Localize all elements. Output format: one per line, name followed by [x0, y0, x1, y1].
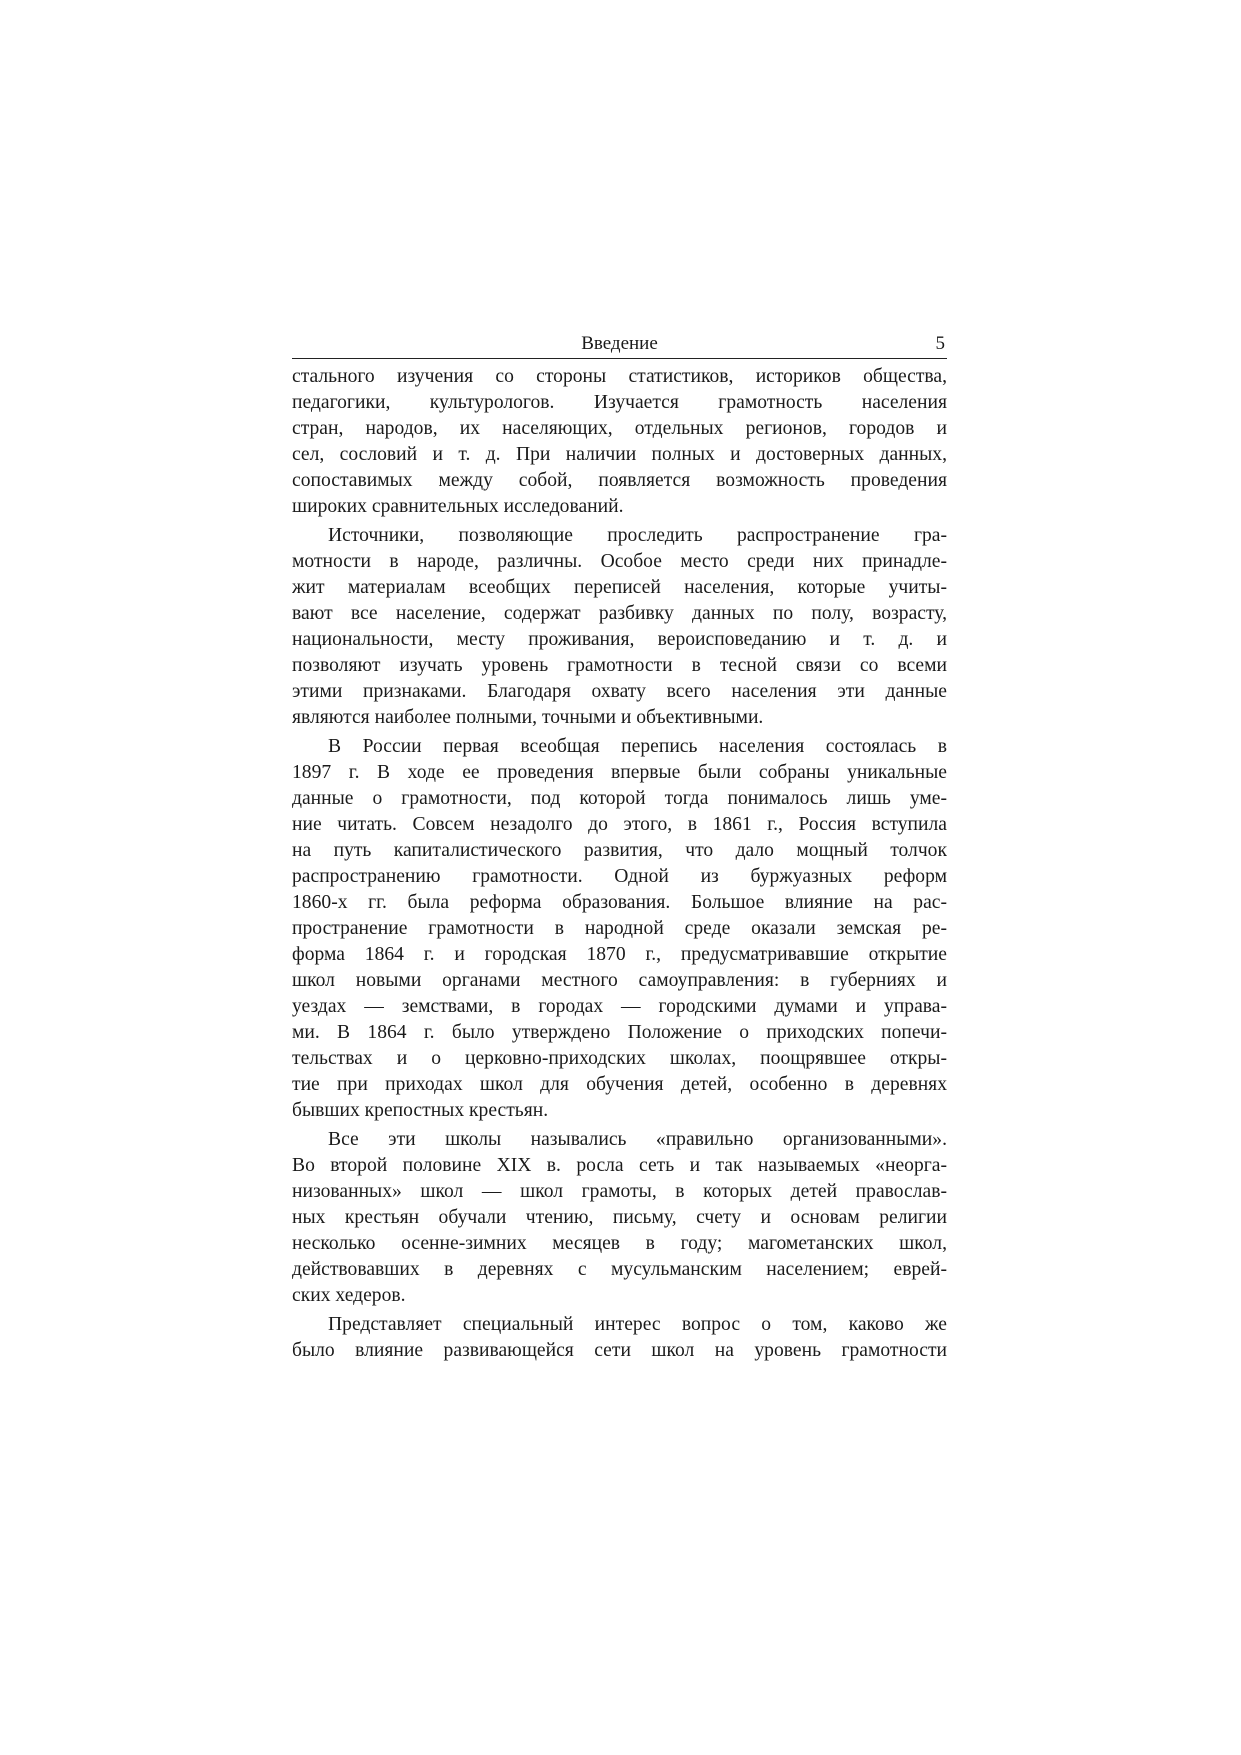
- paragraph: [292, 1312, 947, 1364]
- text-line: позволяют изучать уровень грамотности в тесной связи со всеми: [292, 655, 947, 676]
- text-line: Во второй половине XIX в. росла сеть и так называемых «неорга-: [292, 1155, 947, 1176]
- paragraph: [292, 734, 947, 1124]
- book-page: [292, 330, 947, 1367]
- text-line: было влияние развивающейся сети школ на уровень грамотности: [292, 1340, 947, 1361]
- paragraph: [292, 523, 947, 731]
- running-header: [292, 330, 947, 359]
- text-line: жит материалам всеобщих переписей населения, которые учиты-: [292, 577, 947, 598]
- text-line: национальности, месту проживания, вероисповеданию и т. д. и: [292, 629, 947, 650]
- paragraph: [292, 1127, 947, 1309]
- text-line: Все эти школы назывались «правильно организованными».: [328, 1129, 947, 1150]
- text-line: В России первая всеобщая перепись населения состоялась в: [328, 736, 947, 757]
- text-line: бывших крепостных крестьян.: [292, 1100, 549, 1121]
- text-line: действовавших в деревнях с мусульманским населением; еврей-: [292, 1259, 947, 1280]
- chapter-title: Введение: [581, 333, 658, 354]
- paragraph: [292, 364, 947, 520]
- text-line: сопоставимых между собой, появляется возможность проведения: [292, 470, 947, 491]
- text-line: Представляет специальный интерес вопрос о том, каково же: [328, 1314, 947, 1335]
- text-line: 1897 г. В ходе ее проведения впервые были собраны уникальные: [292, 762, 947, 783]
- text-line: ние читать. Совсем незадолго до этого, в 1861 г., Россия вступила: [292, 814, 947, 835]
- text-line: мотности в народе, различны. Особое место среди них принадле-: [292, 551, 947, 572]
- text-line: ми. В 1864 г. было утверждено Положение о приходских попечи-: [292, 1022, 947, 1043]
- text-line: Источники, позволяющие проследить распространение гра-: [328, 525, 947, 546]
- text-line: тельствах и о церковно-приходских школах, поощрявшее откры-: [292, 1048, 947, 1069]
- text-line: низованных» школ — школ грамоты, в которых детей православ-: [292, 1181, 947, 1202]
- text-line: школ новыми органами местного самоуправления: в губерниях и: [292, 970, 947, 991]
- text-line: ских хедеров.: [292, 1285, 406, 1306]
- text-line: несколько осенне-зимних месяцев в году; магометанских школ,: [292, 1233, 947, 1254]
- text-line: стального изучения со стороны статистиков, историков общества,: [292, 366, 947, 387]
- text-line: широких сравнительных исследований.: [292, 496, 624, 517]
- text-line: являются наиболее полными, точными и объективными.: [292, 707, 764, 728]
- text-line: пространение грамотности в народной среде оказали земская ре-: [292, 918, 947, 939]
- text-line: этими признаками. Благодаря охвату всего населения эти данные: [292, 681, 947, 702]
- text-line: данные о грамотности, под которой тогда понималось лишь уме-: [292, 788, 947, 809]
- page-number: 5: [935, 333, 945, 354]
- body-text: [292, 364, 947, 1364]
- text-line: ных крестьян обучали чтению, письму, счету и основам религии: [292, 1207, 947, 1228]
- text-line: педагогики, культурологов. Изучается грамотность населения: [292, 392, 947, 413]
- text-line: уездах — земствами, в городах — городскими думами и управа-: [292, 996, 947, 1017]
- text-line: распространению грамотности. Одной из буржуазных реформ: [292, 866, 947, 887]
- text-line: на путь капиталистического развития, что дало мощный толчок: [292, 840, 947, 861]
- text-line: 1860-х гг. была реформа образования. Большое влияние на рас-: [292, 892, 947, 913]
- text-line: вают все население, содержат разбивку данных по полу, возрасту,: [292, 603, 947, 624]
- text-line: тие при приходах школ для обучения детей, особенно в деревнях: [292, 1074, 947, 1095]
- text-line: форма 1864 г. и городская 1870 г., предусматривавшие открытие: [292, 944, 947, 965]
- text-line: стран, народов, их населяющих, отдельных регионов, городов и: [292, 418, 947, 439]
- text-line: сел, сословий и т. д. При наличии полных и достоверных данных,: [292, 444, 947, 465]
